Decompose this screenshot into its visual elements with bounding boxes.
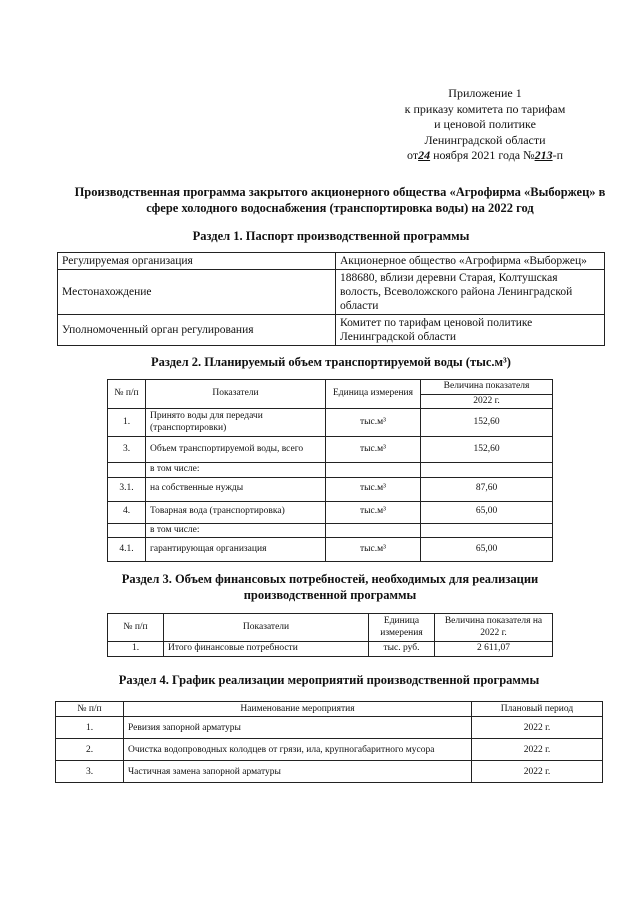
cell-value: 2 611,07: [435, 642, 553, 657]
cell-unit: тыс.м³: [326, 501, 421, 523]
table-row: [56, 761, 603, 783]
cell-indicator: на собственные нужды: [146, 477, 326, 501]
cell-num: 1.: [56, 717, 124, 739]
cell-indicator: Итого финансовые потребности: [164, 642, 369, 657]
table-row: [108, 463, 553, 478]
table-row: [108, 409, 553, 437]
cell-value: 152,60: [421, 437, 553, 463]
annex-line-1: Приложение 1: [448, 86, 522, 100]
col-header-indicator: Показатели: [164, 614, 369, 642]
cell-indicator: в том числе:: [146, 523, 326, 538]
annex-line-3: и ценовой политике: [434, 117, 536, 131]
cell-num: 4.1.: [108, 538, 146, 562]
table-row: [108, 437, 553, 463]
section4-heading: Раздел 4. График реализации мероприятий производственной программы: [118, 673, 540, 687]
table-row: [108, 477, 553, 501]
cell-num: 3.1.: [108, 477, 146, 501]
cell-value: 87,60: [421, 477, 553, 501]
cell-period: 2022 г.: [472, 717, 603, 739]
cell-indicator: Объем транспортируемой воды, всего: [146, 437, 326, 463]
cell-unit: [326, 523, 421, 538]
table-row: [56, 717, 603, 739]
table-row: [58, 253, 605, 270]
cell-period: 2022 г.: [472, 739, 603, 761]
passport-value: Акционерное общество «Агрофирма «Выборжец»: [336, 253, 605, 270]
col-header-num: № п/п: [56, 702, 124, 717]
cell-indicator: в том числе:: [146, 463, 326, 478]
col-header-name: Наименование мероприятия: [124, 702, 472, 717]
cell-num: [108, 463, 146, 478]
col-header-indicator: Показатели: [146, 380, 326, 409]
cell-value: [421, 523, 553, 538]
col-header-unit: Единица измерения: [369, 614, 435, 642]
cell-indicator: гарантирующая организация: [146, 538, 326, 562]
cell-num: [108, 523, 146, 538]
section3-heading: Раздел 3. Объем финансовых потребностей, необходимых для реализации производственной программы: [121, 572, 539, 602]
table-row: [58, 315, 605, 346]
table-header-row: [108, 380, 553, 395]
cell-unit: тыс.м³: [326, 477, 421, 501]
cell-num: 2.: [56, 739, 124, 761]
cell-value: 65,00: [421, 501, 553, 523]
cell-unit: [326, 463, 421, 478]
annex-number: 213: [534, 148, 553, 162]
cell-num: 3.: [108, 437, 146, 463]
table-row: [108, 501, 553, 523]
table-row: [108, 538, 553, 562]
passport-value: 188680, вблизи деревни Старая, Колтушская волость, Всеволожского района Ленинградской области: [336, 270, 605, 315]
cell-indicator: Товарная вода (транспортировка): [146, 501, 326, 523]
table-header-row: [56, 702, 603, 717]
table-header-row: [108, 614, 553, 642]
cell-unit: тыс.м³: [326, 409, 421, 437]
cell-num: 1.: [108, 409, 146, 437]
col-header-num: № п/п: [108, 380, 146, 409]
passport-label: Регулируемая организация: [58, 253, 336, 270]
cell-name: Ревизия запорной арматуры: [124, 717, 472, 739]
col-header-period: Плановый период: [472, 702, 603, 717]
table-row: [56, 739, 603, 761]
col-header-unit: Единица измерения: [326, 380, 421, 409]
passport-label: Уполномоченный орган регулирования: [58, 315, 336, 346]
cell-num: 4.: [108, 501, 146, 523]
passport-value: Комитет по тарифам ценовой политике Ленинградской области: [336, 315, 605, 346]
cell-indicator: Принято воды для передачи (транспортировки): [146, 409, 326, 437]
annex-line-4: Ленинградской области: [424, 132, 546, 147]
cell-name: Очистка водопроводных колодцев от грязи, ила, крупногабаритного мусора: [124, 739, 472, 761]
annex-suffix: -п: [552, 148, 563, 162]
annex-block: [370, 86, 600, 164]
section2-heading: Раздел 2. Планируемый объем транспортируемой воды (тыс.м³): [151, 355, 511, 369]
col-header-year: 2022 г.: [421, 394, 553, 409]
table-row: [108, 642, 553, 657]
passport-label: Местонахождение: [58, 270, 336, 315]
water-volume-table: [107, 379, 553, 562]
passport-table: [57, 252, 605, 346]
finance-table: [107, 613, 553, 657]
document-title: Производственная программа закрытого акционерного общества «Агрофирма «Выборжец» в сфере холодного водоснабжения (транспортировка воды) на 2022 год: [74, 185, 606, 215]
annex-date-line: [370, 148, 600, 164]
cell-value: [421, 463, 553, 478]
col-header-value: Величина показателя на 2022 г.: [435, 614, 553, 642]
cell-unit: тыс.м³: [326, 538, 421, 562]
schedule-table: [55, 701, 603, 783]
cell-num: 1.: [108, 642, 164, 657]
cell-name: Частичная замена запорной арматуры: [124, 761, 472, 783]
annex-date-prefix: от: [406, 148, 419, 162]
cell-value: 152,60: [421, 409, 553, 437]
section1-heading: Раздел 1. Паспорт производственной программы: [192, 229, 470, 243]
table-row: [108, 523, 553, 538]
annex-line-2: к приказу комитета по тарифам: [404, 101, 566, 116]
cell-num: 3.: [56, 761, 124, 783]
cell-unit: тыс.м³: [326, 437, 421, 463]
annex-day: 24: [418, 148, 431, 162]
cell-period: 2022 г.: [472, 761, 603, 783]
col-header-num: № п/п: [108, 614, 164, 642]
cell-unit: тыс. руб.: [369, 642, 435, 657]
cell-value: 65,00: [421, 538, 553, 562]
table-row: [58, 270, 605, 315]
col-header-value: Величина показателя: [421, 380, 553, 395]
annex-date-middle: ноября 2021 года №: [430, 148, 535, 162]
